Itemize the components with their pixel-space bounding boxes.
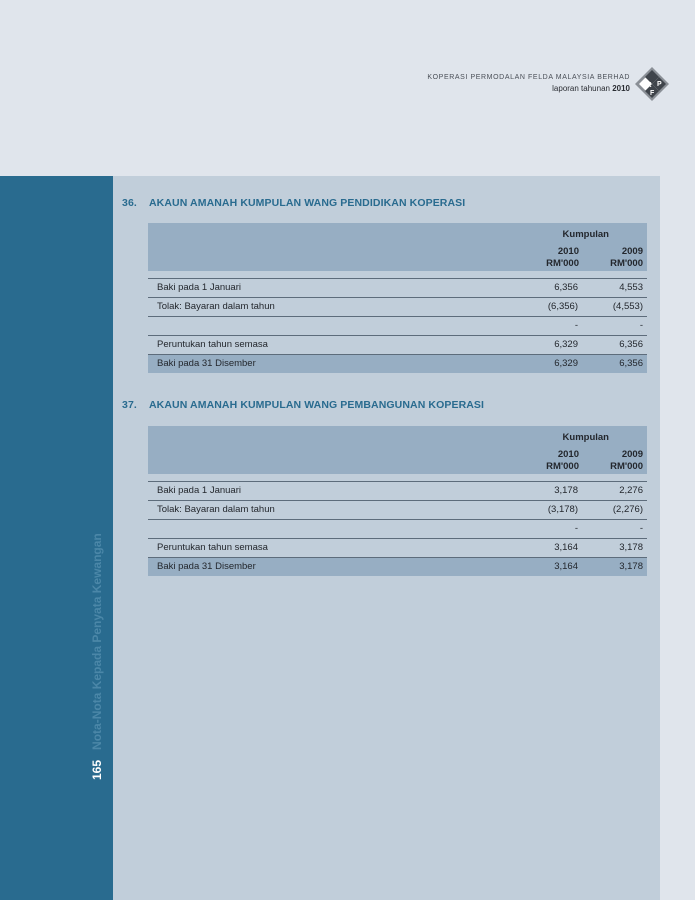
- column-2010: [546, 449, 579, 473]
- section-title-text: AKAUN AMANAH KUMPULAN WANG PEMBANGUNAN KOPERASI: [149, 399, 485, 411]
- value-2010: 6,356: [554, 282, 578, 293]
- column-year: 2010: [557, 449, 579, 460]
- value-2009: 6,356: [619, 358, 643, 369]
- row-label: Peruntukan tahun semasa: [157, 339, 268, 350]
- value-2010: 3,164: [554, 561, 578, 572]
- table-row: [148, 297, 647, 316]
- value-2009: (2,276): [612, 504, 643, 515]
- value-2010: 6,329: [554, 339, 578, 350]
- sidebar-vertical-label: [90, 533, 104, 780]
- row-label: Peruntukan tahun semasa: [157, 542, 268, 553]
- column-year: 2010: [557, 246, 579, 257]
- report-title: [552, 84, 630, 93]
- organization-name: KOPERASI PERMODALAN FELDA MALAYSIA BERHAD: [427, 74, 630, 81]
- value-2009: -: [639, 523, 643, 534]
- column-unit: RM'000: [610, 258, 643, 269]
- table-header: [148, 223, 647, 271]
- value-2009: -: [639, 320, 643, 331]
- row-label: Baki pada 1 Januari: [157, 282, 241, 293]
- section-number: 36.: [122, 197, 137, 209]
- table-row-total: [148, 354, 647, 373]
- page-header: [0, 0, 695, 176]
- table-row: [148, 278, 647, 297]
- value-2010: 3,164: [554, 542, 578, 553]
- section-title-text: AKAUN AMANAH KUMPULAN WANG PENDIDIKAN KOPERASI: [149, 197, 466, 209]
- table-row: [148, 335, 647, 354]
- report-year: 2010: [612, 84, 630, 93]
- value-2009: 4,553: [619, 282, 643, 293]
- row-label: Tolak: Bayaran dalam tahun: [157, 301, 275, 312]
- value-2010: -: [574, 320, 578, 331]
- section-37-table: [148, 426, 647, 576]
- table-header: [148, 426, 647, 474]
- column-unit: RM'000: [610, 461, 643, 472]
- column-unit: RM'000: [546, 461, 579, 472]
- value-2009: 3,178: [619, 561, 643, 572]
- value-2010: (6,356): [547, 301, 578, 312]
- table-row: [148, 519, 647, 538]
- section-36-title: [122, 197, 465, 209]
- column-2010: [546, 246, 579, 270]
- value-2010: 6,329: [554, 358, 578, 369]
- value-2009: (4,553): [612, 301, 643, 312]
- table-row-total: [148, 557, 647, 576]
- column-unit: RM'000: [546, 258, 579, 269]
- value-2010: 3,178: [554, 485, 578, 496]
- logo-letter-p: P: [657, 81, 662, 88]
- column-year: 2009: [621, 449, 643, 460]
- row-label: Baki pada 31 Disember: [157, 561, 256, 572]
- column-2009: [610, 449, 643, 473]
- row-label: Baki pada 31 Disember: [157, 358, 256, 369]
- row-label: Baki pada 1 Januari: [157, 485, 241, 496]
- table-row: [148, 481, 647, 500]
- page-number: 165: [90, 759, 104, 780]
- value-2009: 2,276: [619, 485, 643, 496]
- value-2010: -: [574, 523, 578, 534]
- group-header: Kumpulan: [562, 229, 609, 240]
- report-prefix: laporan tahunan: [552, 84, 610, 93]
- main-content: [113, 176, 660, 900]
- column-year: 2009: [621, 246, 643, 257]
- logo-letter-f: F: [650, 90, 655, 97]
- row-label: Tolak: Bayaran dalam tahun: [157, 504, 275, 515]
- table-row: [148, 316, 647, 335]
- table-row: [148, 538, 647, 557]
- section-36-table: [148, 223, 647, 373]
- column-2009: [610, 246, 643, 270]
- section-37-title: [122, 399, 484, 411]
- sidebar-section-title: Nota-Nota Kepada Penyata Kewangan: [90, 533, 104, 750]
- section-number: 37.: [122, 399, 137, 411]
- value-2009: 3,178: [619, 542, 643, 553]
- kpf-logo-icon: [634, 66, 670, 102]
- table-row: [148, 500, 647, 519]
- value-2009: 6,356: [619, 339, 643, 350]
- right-margin: [660, 176, 695, 900]
- logo-letter-k: K: [646, 82, 652, 89]
- value-2010: (3,178): [547, 504, 578, 515]
- group-header: Kumpulan: [562, 432, 609, 443]
